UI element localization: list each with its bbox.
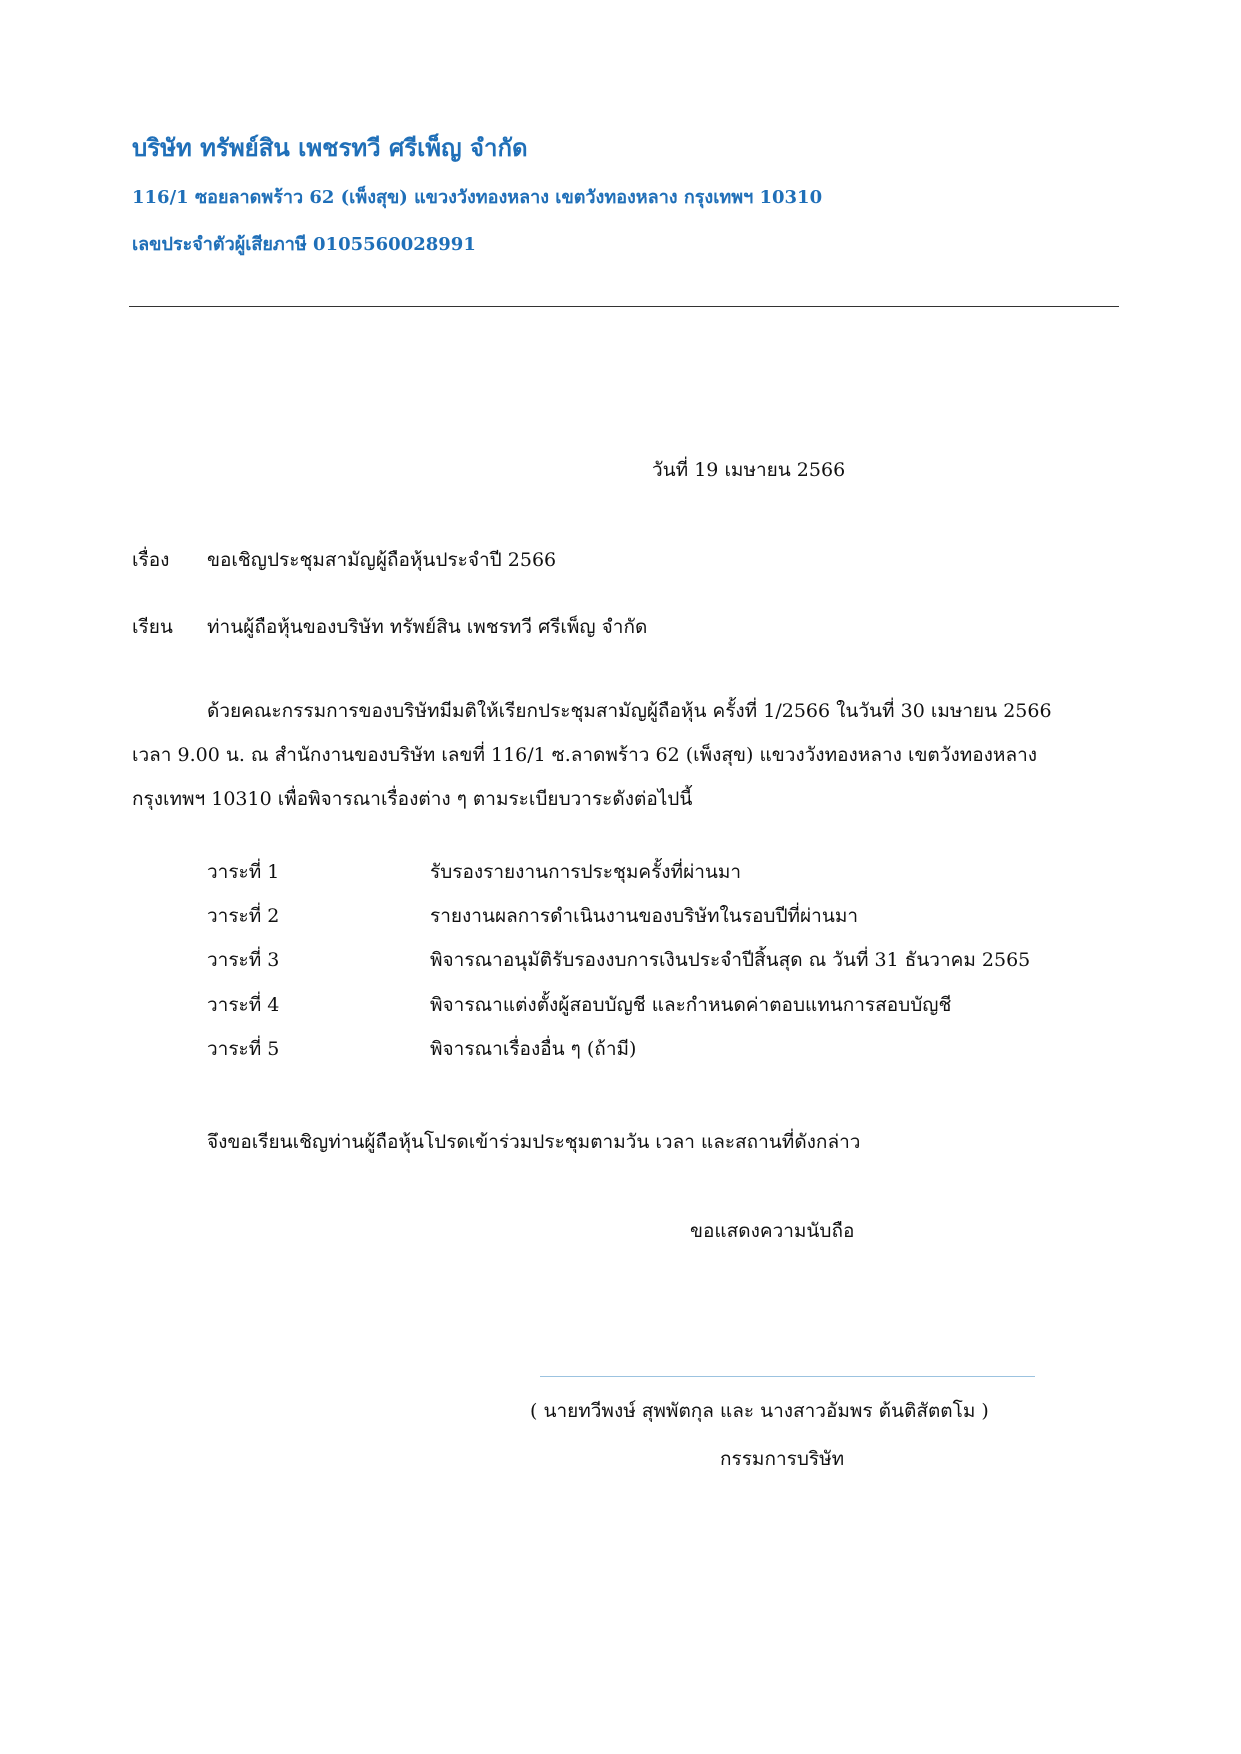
regards-text: ขอแสดงความนับถือ [690,1220,855,1242]
agenda-item: รายงานผลการดำเนินงานของบริษัทในรอบปีที่ผ่านมา [430,905,859,927]
agenda-number: วาระที่ 1 [207,861,280,883]
agenda-item: รับรองรายงานการประชุมครั้งที่ผ่านมา [430,861,742,883]
agenda-number: วาระที่ 2 [207,905,280,927]
agenda-item: พิจารณาเรื่องอื่น ๆ (ถ้ามี) [430,1038,637,1060]
body-line: ด้วยคณะกรรมการของบริษัทมีมติให้เรียกประชุมสามัญผู้ถือหุ้น ครั้งที่ 1/2566 ในวันที่ 30 เมษายน 2566 [207,700,1052,722]
closing-sentence: จึงขอเรียนเชิญท่านผู้ถือหุ้นโปรดเข้าร่วมประชุมตามวัน เวลา และสถานที่ดังกล่าว [207,1131,861,1153]
body-paragraph [132,696,1117,828]
subject-label: เรื่อง [132,549,170,571]
signatory-names: ( นายทวีพงษ์ สุพพัตกุล และ นางสาวอัมพร ต้นติสัตตโม ) [530,1400,989,1422]
subject-text: ขอเชิญประชุมสามัญผู้ถือหุ้นประจำปี 2566 [207,549,557,571]
company-tax-id: เลขประจำตัวผู้เสียภาษี 0105560028991 [132,234,476,255]
recipient-text: ท่านผู้ถือหุ้นของบริษัท ทรัพย์สิน เพชรทวี ศรีเพ็ญ จำกัด [207,616,648,638]
letter-date: วันที่ 19 เมษายน 2566 [652,459,846,481]
agenda-number: วาระที่ 4 [207,994,280,1016]
company-name: บริษัท ทรัพย์สิน เพชรทวี ศรีเพ็ญ จำกัด [132,133,528,162]
signatory-title: กรรมการบริษัท [720,1448,845,1470]
body-line: กรุงเทพฯ 10310 เพื่อพิจารณาเรื่องต่าง ๆ ตามระเบียบวาระดังต่อไปนี้ [132,788,693,810]
company-address: 116/1 ซอยลาดพร้าว 62 (เพ็งสุข) แขวงวังทองหลาง เขตวังทองหลาง กรุงเทพฯ 10310 [132,187,823,208]
agenda-item: พิจารณาอนุมัติรับรองงบการเงินประจำปีสิ้นสุด ณ วันที่ 31 ธันวาคม 2565 [430,949,1031,971]
recipient-label: เรียน [132,616,173,638]
agenda-number: วาระที่ 3 [207,949,280,971]
body-line: เวลา 9.00 น. ณ สำนักงานของบริษัท เลขที่ 116/1 ซ.ลาดพร้าว 62 (เพ็งสุข) แขวงวังทองหลาง เขตวังทองหลาง [132,744,1038,766]
signature-line [540,1376,1035,1377]
agenda-number: วาระที่ 5 [207,1038,280,1060]
header-divider [129,306,1119,307]
agenda-item: พิจารณาแต่งตั้งผู้สอบบัญชี และกำหนดค่าตอบแทนการสอบบัญชี [430,994,952,1016]
